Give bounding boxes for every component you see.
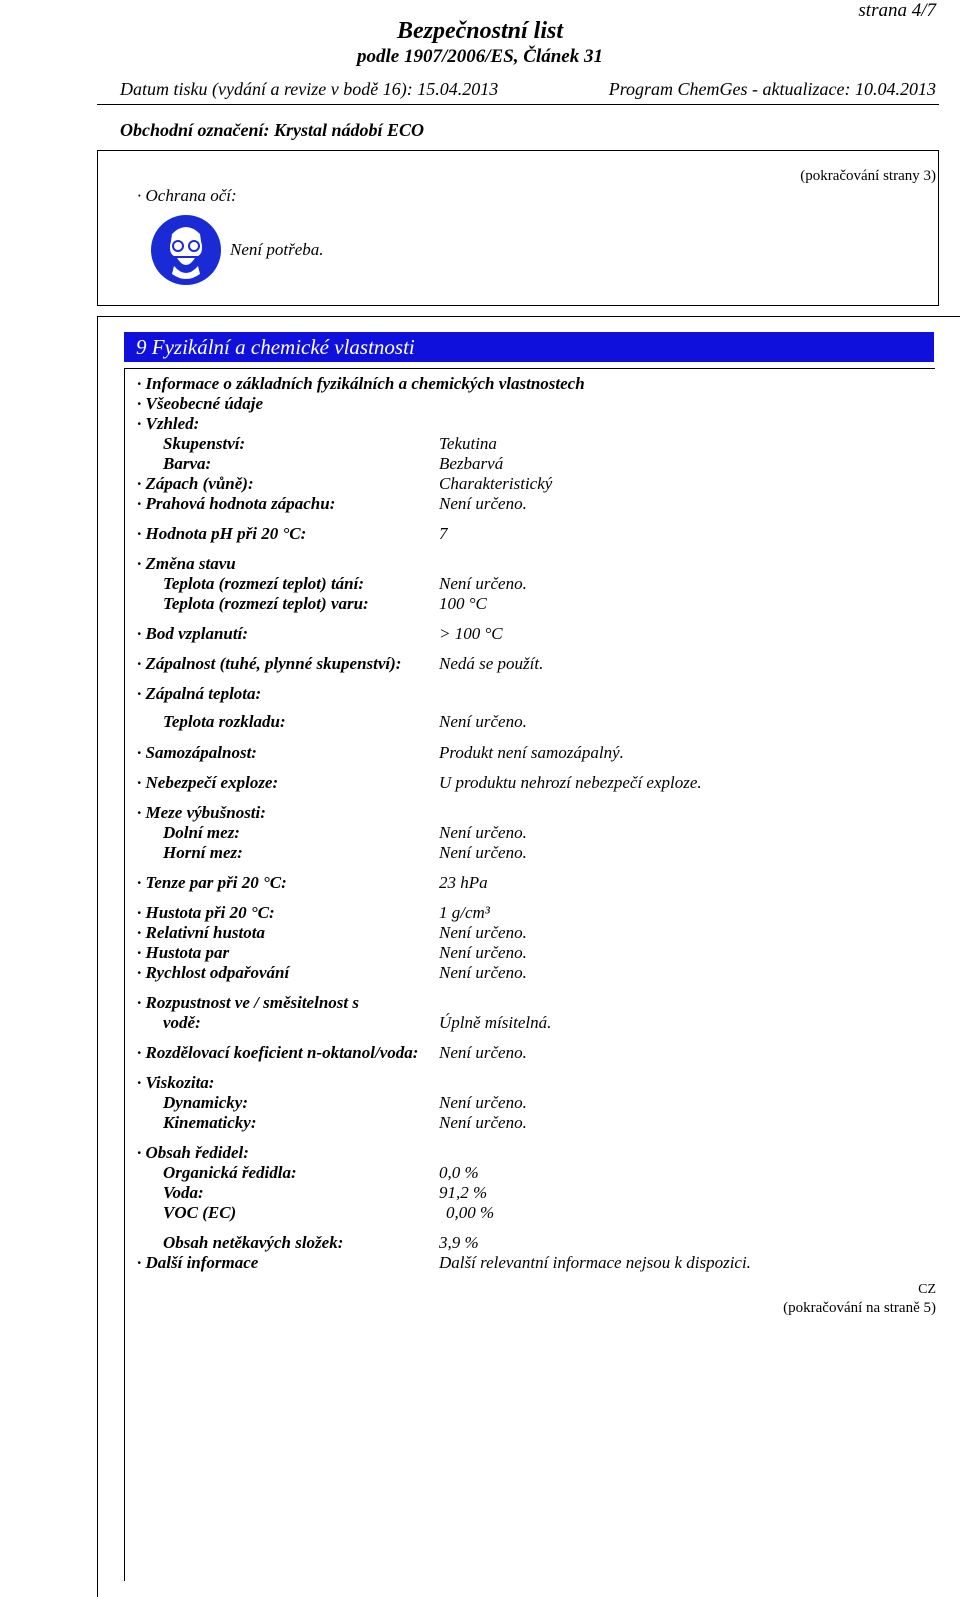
melting-point-value: Není určeno.	[439, 574, 527, 593]
odor-threshold-value: Není určeno.	[439, 494, 527, 513]
evaporation-rate-value: Není určeno.	[439, 963, 527, 982]
lower-limit-label: Dolní mez:	[163, 823, 240, 842]
general-info-heading: · Informace o základních fyzikálních a chemických vlastnostech	[137, 374, 585, 393]
dynamic-viscosity-value: Není určeno.	[439, 1093, 527, 1112]
non-volatile-value: 3,9 %	[439, 1233, 479, 1252]
explosion-limits-heading: · Meze výbušnosti:	[137, 803, 266, 822]
page-number: strana 4/7	[858, 0, 936, 21]
boiling-point-value: 100 °C	[439, 594, 487, 613]
ph-label: · Hodnota pH při 20 °C:	[137, 524, 307, 543]
explosion-danger-label: · Nebezpečí exploze:	[137, 773, 279, 792]
state-change-heading: · Změna stavu	[137, 554, 236, 573]
program-version: Program ChemGes - aktualizace: 10.04.2013	[608, 79, 936, 99]
odor-threshold-label: · Prahová hodnota zápachu:	[137, 494, 336, 513]
solvent-content-heading: · Obsah ředidel:	[137, 1143, 249, 1162]
continuation-from: (pokračování strany 3)	[800, 168, 936, 184]
appearance-heading: · Vzhled:	[137, 414, 200, 433]
organic-solvents-value: 0,0 %	[439, 1163, 479, 1182]
decomposition-temp-value: Není určeno.	[439, 712, 527, 731]
color-value: Bezbarvá	[439, 454, 504, 473]
viscosity-heading: · Viskozita:	[137, 1073, 215, 1092]
odor-value: Charakteristický	[439, 474, 553, 493]
relative-density-value: Není určeno.	[439, 923, 527, 942]
relative-density-label: · Relativní hustota	[137, 923, 265, 942]
language-code: CZ	[918, 1282, 936, 1297]
flash-point-label: · Bod vzplanutí:	[137, 624, 248, 643]
kinematic-viscosity-value: Není určeno.	[439, 1113, 527, 1132]
continuation-next: (pokračování na straně 5)	[783, 1300, 936, 1316]
partition-coefficient-value: Není určeno.	[439, 1043, 527, 1062]
explosion-danger-value: U produktu nehrozí nebezpečí exploze.	[439, 773, 702, 792]
vapor-pressure-value: 23 hPa	[439, 873, 488, 892]
further-info-label: · Další informace	[137, 1253, 259, 1272]
flammability-label: · Zápalnost (tuhé, plynné skupenství):	[137, 654, 402, 673]
density-label: · Hustota při 20 °C:	[137, 903, 275, 922]
solubility-water-label: vodě:	[163, 1013, 201, 1032]
further-info-value: Další relevantní informace nejsou k dispozici.	[439, 1253, 751, 1272]
partition-coefficient-label: · Rozdělovací koeficient n-oktanol/voda:	[137, 1043, 419, 1062]
vapor-density-label: · Hustota par	[137, 943, 230, 962]
voc-value: 0,00 %	[446, 1203, 495, 1222]
flammability-value: Nedá se použít.	[439, 654, 544, 673]
kinematic-viscosity-label: Kinematicky:	[163, 1113, 257, 1132]
print-date: Datum tisku (vydání a revize v bodě 16): 15.04.2013	[120, 79, 499, 99]
melting-point-label: Teplota (rozmezí teplot) tání:	[163, 574, 365, 593]
dynamic-viscosity-label: Dynamicky:	[163, 1093, 248, 1112]
eye-protection-icon	[150, 214, 222, 286]
ignition-temp-heading: · Zápalná teplota:	[137, 684, 262, 703]
upper-limit-label: Horní mez:	[163, 843, 243, 862]
odor-label: · Zápach (vůně):	[137, 474, 254, 493]
color-label: Barva:	[163, 454, 212, 473]
state-label: Skupenství:	[163, 434, 246, 453]
state-value: Tekutina	[439, 434, 497, 453]
vapor-density-value: Není určeno.	[439, 943, 527, 962]
water-value: 91,2 %	[439, 1183, 488, 1202]
voc-label: VOC (EC)	[163, 1203, 237, 1222]
lower-limit-value: Není určeno.	[439, 823, 527, 842]
solubility-water-value: Úplně mísitelná.	[439, 1013, 552, 1032]
organic-solvents-label: Organická ředidla:	[163, 1163, 297, 1182]
non-volatile-label: Obsah netěkavých složek:	[163, 1233, 344, 1252]
header-rule	[97, 104, 939, 105]
document-title: Bezpečnostní list	[396, 18, 564, 44]
flash-point-value: > 100 °C	[439, 624, 503, 643]
vapor-pressure-label: · Tenze par při 20 °C:	[137, 873, 287, 892]
section-title: 9 Fyzikální a chemické vlastnosti	[124, 332, 934, 362]
general-data-heading: · Všeobecné údaje	[137, 394, 264, 413]
boiling-point-label: Teplota (rozmezí teplot) varu:	[163, 594, 369, 613]
self-ignition-label: · Samozápalnost:	[137, 743, 257, 762]
evaporation-rate-label: · Rychlost odpařování	[137, 963, 290, 982]
document-subtitle: podle 1907/2006/ES, Článek 31	[357, 46, 603, 67]
ph-value: 7	[439, 524, 448, 543]
upper-limit-value: Není určeno.	[439, 843, 527, 862]
eye-protection-note: Není potřeba.	[230, 240, 324, 259]
self-ignition-value: Produkt není samozápalný.	[439, 743, 624, 762]
solubility-label: · Rozpustnost ve / směsitelnost s	[137, 993, 359, 1012]
decomposition-temp-label: Teplota rozkladu:	[163, 712, 286, 731]
trade-name: Obchodní označení: Krystal nádobí ECO	[120, 120, 425, 140]
eye-protection-label: · Ochrana očí:	[137, 186, 237, 205]
density-value: 1 g/cm³	[439, 903, 490, 922]
water-label: Voda:	[163, 1183, 204, 1202]
